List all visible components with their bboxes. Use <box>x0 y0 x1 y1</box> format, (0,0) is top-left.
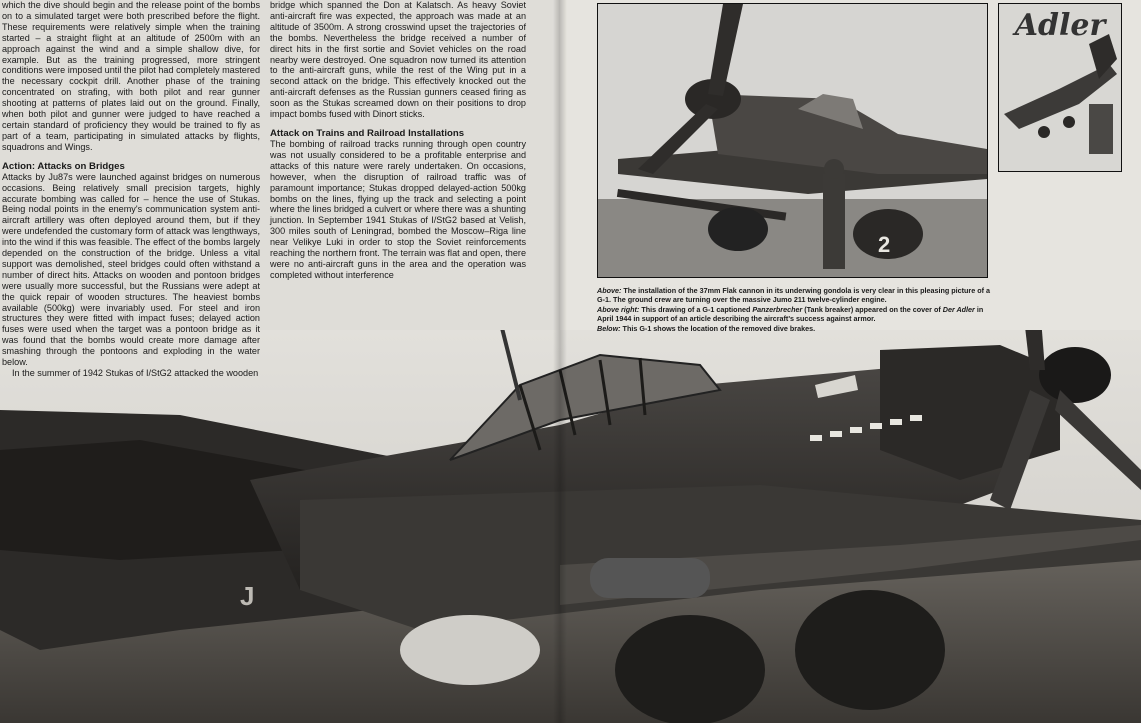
caption-above: Above: The installation of the 37mm Flak cannon in its underwing gondola is very clear in this pleasing picture of a G-1. The ground crew are turning over the massive Jumo 211 twelve-cylinder engine. <box>597 286 991 305</box>
section-heading-bridges: Action: Attacks on Bridges <box>2 160 125 172</box>
cover-masthead: Adler <box>1014 8 1106 43</box>
caption-above-right: Above right: This drawing of a G-1 captioned Panzerbrecher (Tank breaker) appeared on the cover of Der Adler in April 1944 in support of an article describing the aircraft's success against armor. <box>597 304 984 324</box>
large-aircraft-photo <box>0 330 1141 723</box>
right-text-column <box>270 0 526 281</box>
left-text-column <box>2 0 260 379</box>
big-photo-code: J <box>240 581 255 611</box>
caption-below: Below: This G-1 shows the location of the removed dive brakes. <box>597 323 816 333</box>
left-paragraph-2: Attacks by Ju87s were launched against bridges on numerous occasions. Being relatively small precision targets, highly accurate bombing was called for – hence the use of Stukas. Being nodal points in the enemy's communication system anti-aircraft artillery was often deployed around them, but if they were undefended the customary form of attack was lengthways, into the wind if this was feasible. The effect of the bombs largely depended on the construction of the bridge. Unless a vital support was demolished, steel bridges could often withstand a number of direct hits. Attacks on wooden and pontoon bridges were usually more successful, but the Russians were adept at the quick repair of wooden structures. The heaviest bombs available (500kg) were invariably used. For steel and iron structures they were fitted with impact fuses; delayed action fuses were used when the target was a pontoon bridge as it was found that the bombs would create more damage after smashing through the pontoons and exploding in the water below. <box>2 171 260 368</box>
der-adler-cover <box>998 3 1122 172</box>
top-photo-code: 2 <box>878 232 891 257</box>
top-aircraft-photo <box>597 3 988 278</box>
section-heading-trains: Attack on Trains and Railroad Installations <box>270 127 465 139</box>
left-paragraph-1: which the dive should begin and the release point of the bombs on to a simulated target were both prescribed before the flight. These requirements were relatively simple when the training started – a straight flight at an altitude of 2500m with an approach against the wind and a simple shallow dive, for example. But as the training progressed, more stringent conditions were imposed until the pilot had completely mastered the necessary cockpit drill. Another phase of the training concentrated on strafing, with both pilot and rear gunner shooting at patterns of plates laid out on the ground. Finally, when both pilot and gunner were judged to have reached a certain standard of proficiency they would be trained to fly as part of a team, participating in simulated attacks by flights, squadrons and Wings. <box>2 0 260 152</box>
photo-caption <box>597 286 997 333</box>
page-gutter <box>553 0 567 723</box>
left-paragraph-3: In the summer of 1942 Stukas of I/StG2 attacked the wooden <box>12 368 259 378</box>
right-paragraph-1: bridge which spanned the Don at Kalatsch. As heavy Soviet anti-aircraft fire was expected, the approach was made at an altitude of 3500m. A strong crosswind upset the trajectories of the bombs. Nevertheless the bridge received a number of direct hits in the first sortie and Soviet vehicles on the road nearby were destroyed. One squadron now turned its attention to the anti-aircraft guns, while the rest of the Wing put in a second attack on the bridge. This effectively knocked out the anti-aircraft defenses as the Russian gunners ceased firing as soon as the Stukas screamed down on their positions to drop impact bombs fused with Dinort sticks. <box>270 0 526 120</box>
right-paragraph-2: The bombing of railroad tracks running through open country was not usually considered to be a profitable enterprise and attacks of this nature were rarely undertaken. On occasions, however, when the disruption of railroad traffic was of paramount importance; Stukas dropped delayed-action 500kg bombs on the lines, flying up the track and selecting a point where the lines bridged a culvert or where there was a shunting junction. In September 1941 Stukas of I/StG2 based at Velish, 300 miles south of Leningrad, bombed the Moscow–Riga line near Velikye Luki in order to stop the Soviet reinforcements reaching the northern front. The terrain was flat and open, there were no anti-aircraft guns in the area and the operation was completed without interference <box>270 138 526 280</box>
